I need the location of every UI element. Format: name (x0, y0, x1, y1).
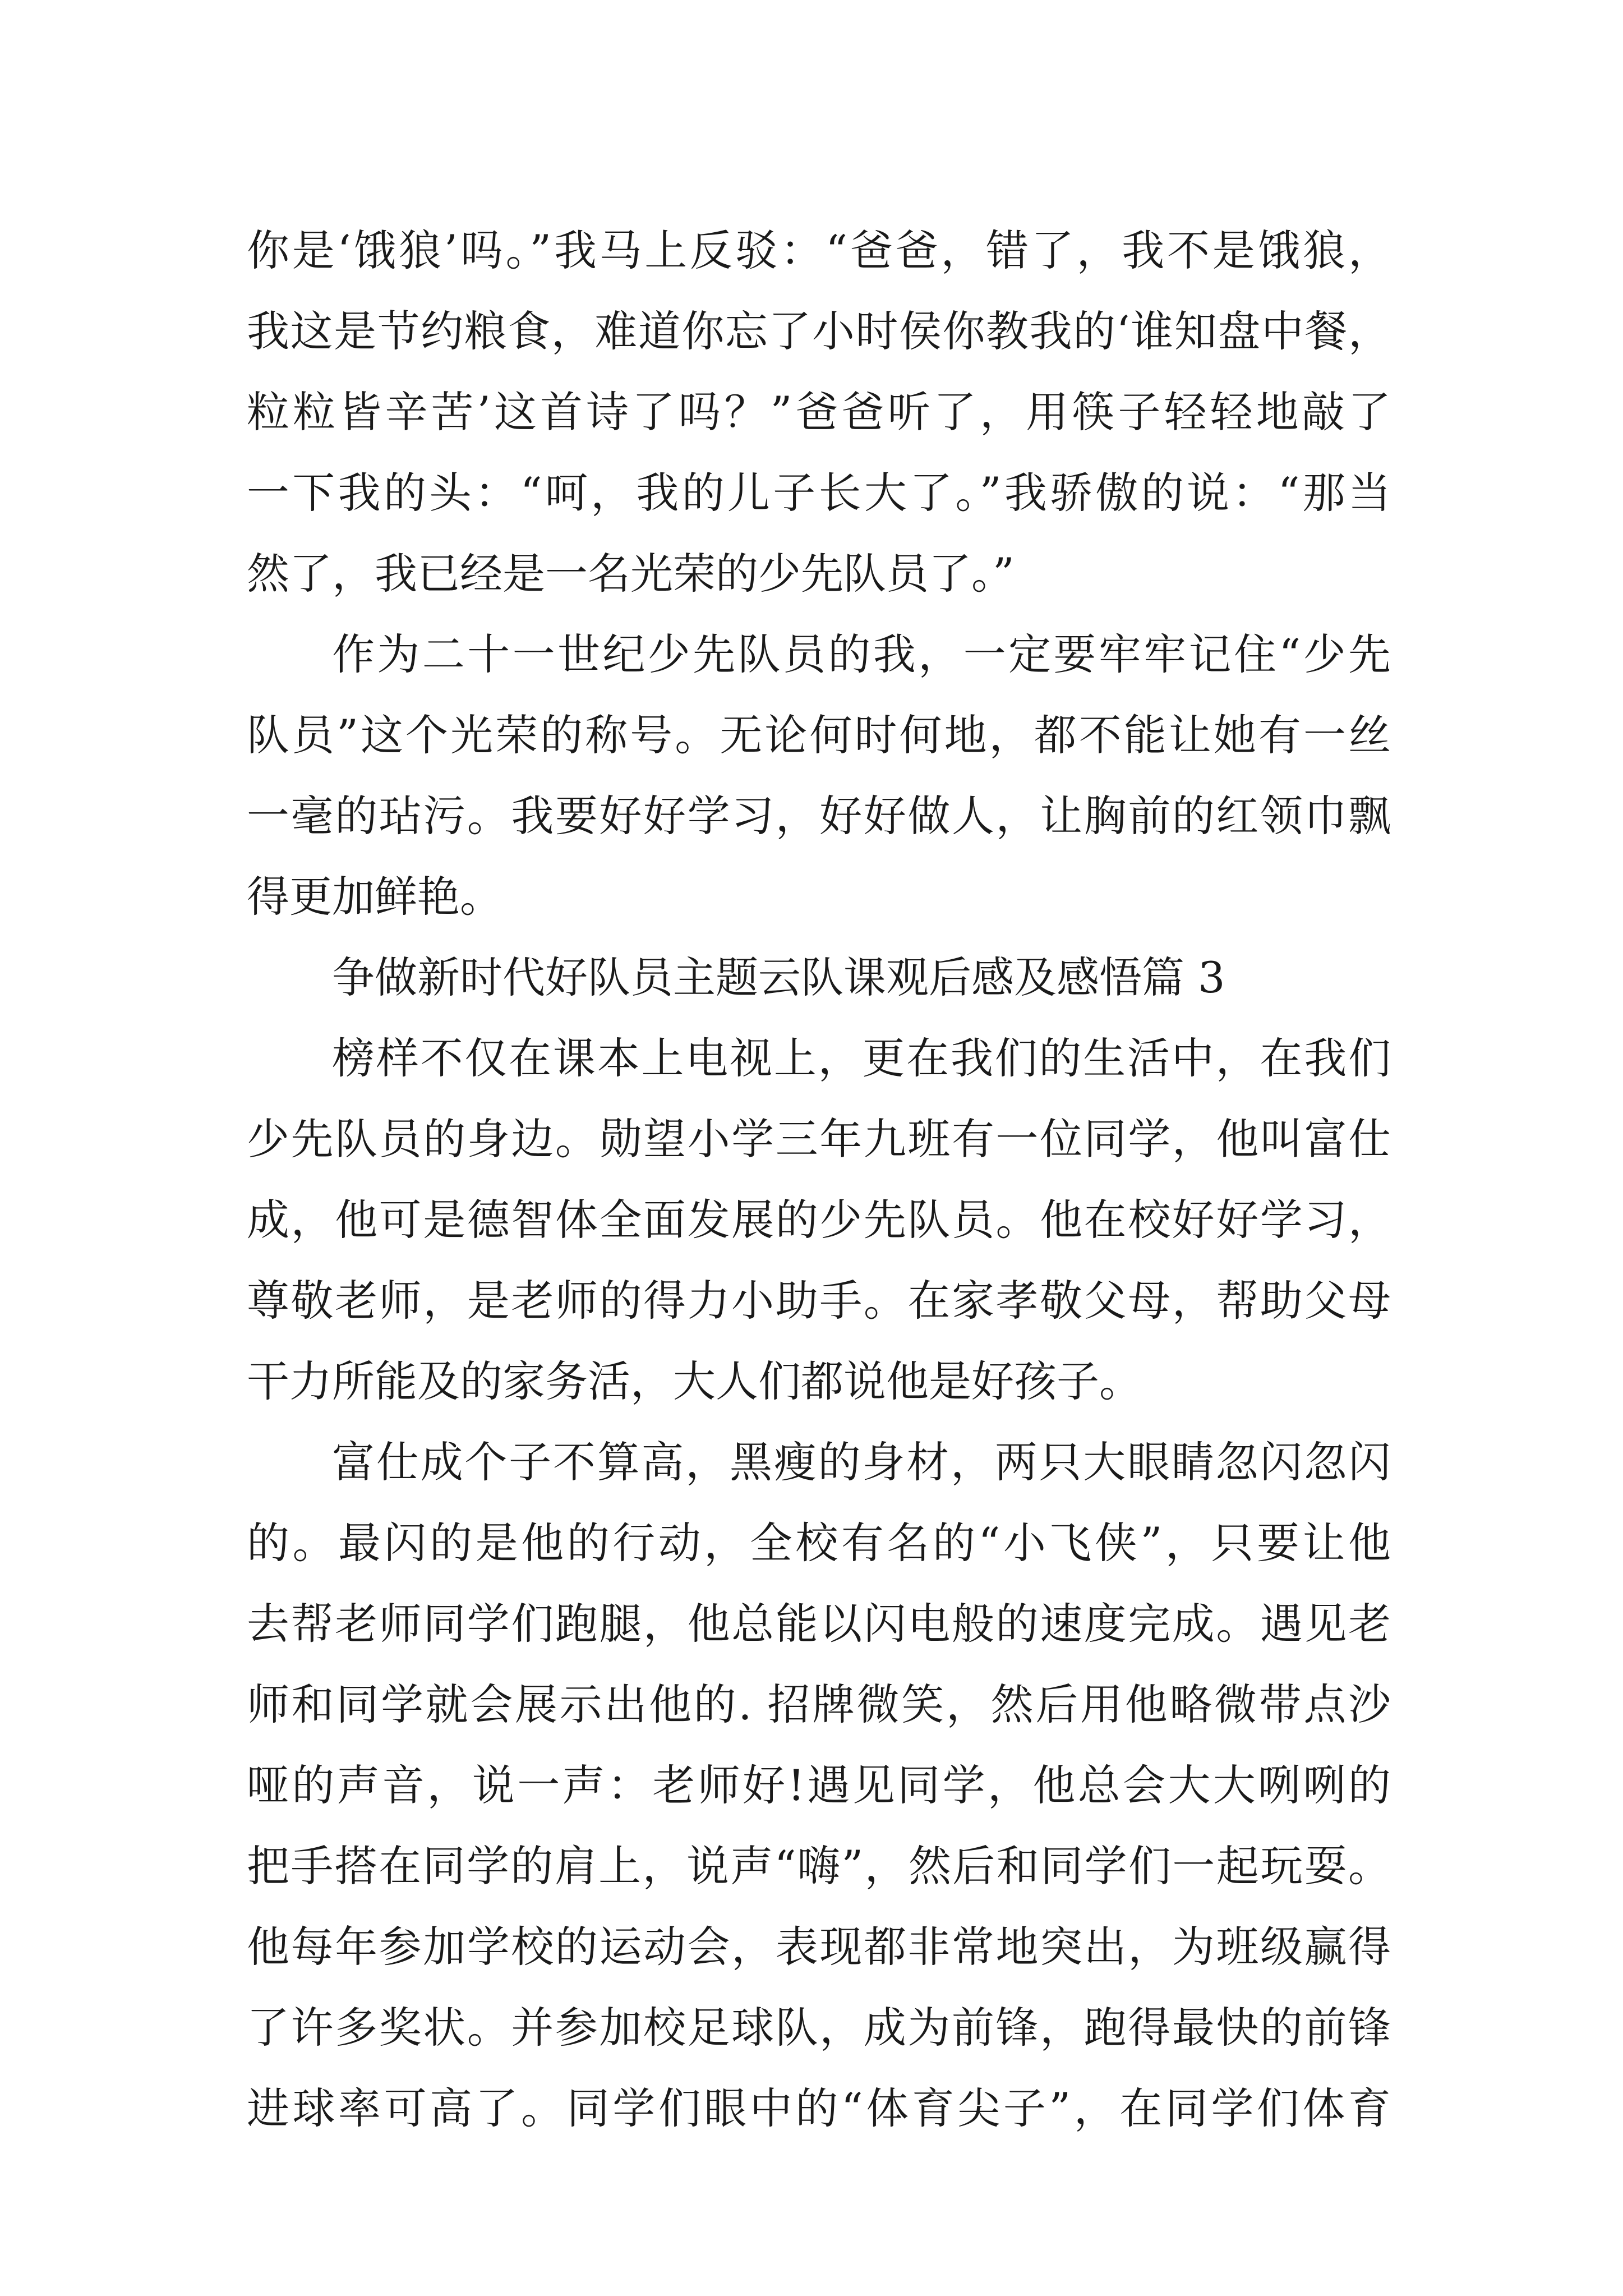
document-body (247, 210, 1391, 2149)
text-line: 你是‘饿狼’吗。”我马上反驳：“爸爸，错了，我不是饿狼， (247, 226, 1391, 275)
paragraph (247, 210, 1391, 614)
text-line: 的。最闪的是他的行动，全校有名的“小飞侠”，只要让他 (247, 1518, 1391, 1568)
text-line: 少先队员的身边。勋望小学三年九班有一位同学，他叫富仕 (247, 1114, 1391, 1164)
section-heading (247, 937, 1391, 1018)
text-line: 他每年参加学校的运动会，表现都非常地突出，为班级赢得 (247, 1922, 1391, 1972)
text-line: 干力所能及的家务活，大人们都说他是好孩子。 (247, 1356, 1142, 1406)
text-line: 把手搭在同学的肩上，说声“嗨”，然后和同学们一起玩耍。 (247, 1841, 1391, 1891)
text-line: 我这是节约粮食，难道你忘了小时侯你教我的‘谁知盘中餐， (247, 306, 1391, 356)
text-line: 榜样不仅在课本上电视上，更在我们的生活中，在我们 (332, 1033, 1391, 1083)
text-line: 粒粒皆辛苦’这首诗了吗？”爸爸听了，用筷子轻轻地敲了 (247, 387, 1391, 437)
text-line: 富仕成个子不算高，黑瘦的身材，两只大眼睛忽闪忽闪 (332, 1437, 1391, 1487)
paragraph (247, 614, 1391, 937)
text-line: 队员”这个光荣的称号。无论何时何地，都不能让她有一丝 (247, 710, 1391, 760)
text-line: 一毫的玷污。我要好好学习，好好做人，让胸前的红领巾飘 (247, 791, 1391, 841)
text-line: 哑的声音，说一声：老师好!遇见同学，他总会大大咧咧的 (247, 1760, 1391, 1810)
text-line: 得更加鲜艳。 (247, 872, 502, 922)
text-line: 进球率可高了。同学们眼中的“体育尖子”，在同学们体育 (247, 2083, 1391, 2133)
paragraph (247, 1018, 1391, 1422)
text-line: 去帮老师同学们跑腿，他总能以闪电般的速度完成。遇见老 (247, 1599, 1391, 1649)
text-line: 作为二十一世纪少先队员的我，一定要牢牢记住“少先 (332, 629, 1391, 679)
text-line: 师和同学就会展示出他的. 招牌微笑，然后用他略微带点沙 (247, 1680, 1391, 1729)
text-line: 了许多奖状。并参加校足球队，成为前锋，跑得最快的前锋 (247, 2003, 1391, 2053)
text-line: 尊敬老师，是老师的得力小助手。在家孝敬父母，帮助父母 (247, 1276, 1391, 1326)
paragraph (247, 1422, 1391, 2149)
text-line: 然了，我已经是一名光荣的少先队员了。” (247, 549, 1015, 599)
text-line: 一下我的头：“呵，我的儿子长大了。”我骄傲的说：“那当 (247, 468, 1391, 518)
heading-line: 争做新时代好队员主题云队课观后感及感悟篇 3 (332, 953, 1225, 1002)
text-line: 成，他可是德智体全面发展的少先队员。他在校好好学习， (247, 1195, 1391, 1245)
